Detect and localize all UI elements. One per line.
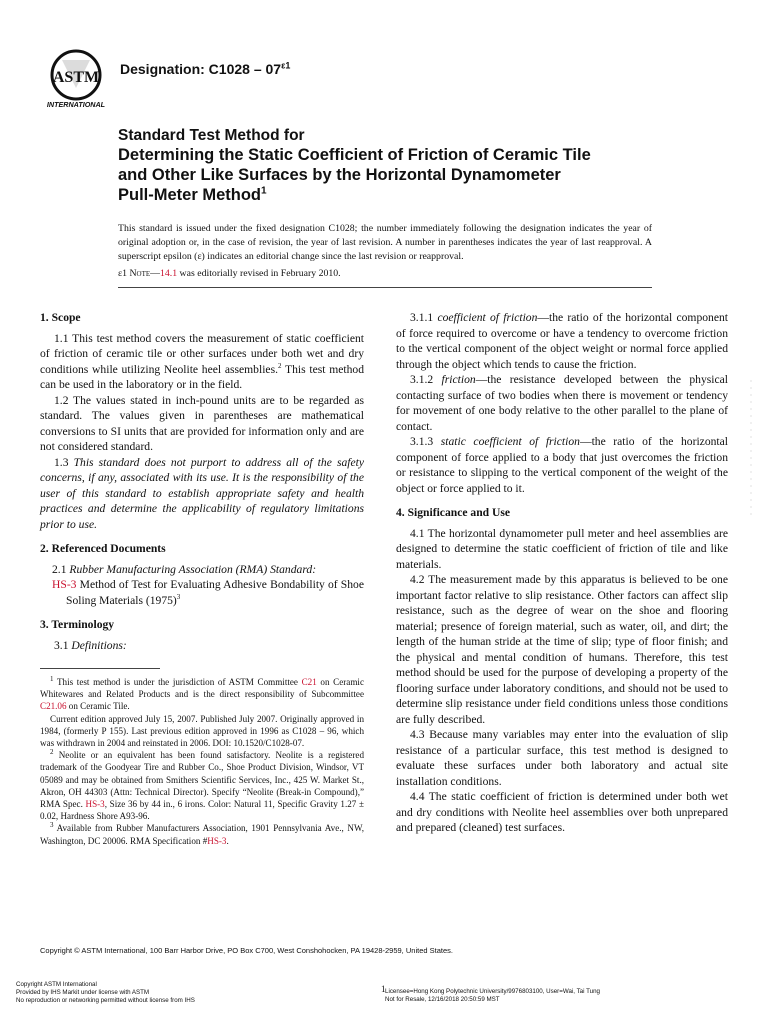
footnote-1-a: This test method is under the jurisdiction of ASTM Committee: [53, 677, 302, 687]
license-left-2: Provided by IHS Markit under license with ASTM: [16, 989, 150, 997]
copyright-line: Copyright © ASTM International, 100 Barr Harbor Drive, PO Box C700, West Conshohocken, PA 19428-2959, United States.: [40, 946, 453, 955]
right-column: [396, 310, 728, 836]
sig-4-3: 4.3 Because many variables may enter into the evaluation of slip resistance of a particular surface, this test method is designed to evaluate these surfaces under both laboratory and actual site installation conditions.: [396, 728, 728, 788]
sig-4-1: 4.1 The horizontal dynamometer pull meter and heel assemblies are designed to determine the static coefficient of friction of tile and like materials.: [396, 526, 728, 571]
license-right: [385, 988, 600, 1004]
term-3-1-3-num: 3.1.3: [410, 435, 441, 448]
scope-1-1-b: This test method can be used in the laboratory or in the field.: [40, 362, 364, 391]
license-left: [16, 981, 195, 1006]
note-link[interactable]: 14.1: [159, 268, 178, 279]
footnote-1-b: on Ceramic Whitewares and Related Products and is the direct responsibility of Subcommittee: [40, 677, 364, 700]
license-right-1: Licensee=Hong Kong Polytechnic University/9976803100, User=Wai, Tai Tung: [385, 988, 600, 995]
scope-1-3-text: This standard does not purport to address all of the safety concerns, if any, associated with its use. It is the responsibility of the user of this standard to establish appropriate safety and health practices and determine the applicability of regulatory limitations prior to use.: [40, 455, 364, 531]
footnote-3-b: .: [226, 835, 229, 846]
footnote-2-b: , Size 36 by 44 in., 6 irons. Color: Natural 11, Specific Gravity 1.27 ± 0.02, Hardness Shore A93-96.: [40, 799, 364, 822]
scope-1-3-num: 1.3: [54, 455, 74, 469]
footnote-1-c: on Ceramic Tile.: [66, 701, 130, 712]
ref-hs3-sup: 3: [176, 592, 181, 601]
term-3-1-1-text: —the ratio of the horizontal component of force required to overcome or have a tendency to overcome friction to the vertical component of the object weight or normal force applied through the object which tends to cause the friction.: [396, 311, 729, 371]
ref-2-1-num: 2.1: [52, 562, 70, 576]
title-line-1: Standard Test Method for: [118, 127, 305, 144]
editorial-note: [118, 268, 341, 279]
license-left-3: No reproduction or networking permitted without license from IHS: [16, 997, 195, 1005]
term-3-1-3-term: static coefficient of friction: [440, 435, 580, 448]
ref-hs3-link[interactable]: HS-3: [52, 578, 77, 591]
term-3-1-3-text: —the ratio of the horizontal component of force applied to a body that just overcomes the friction or resistance to slipping to the vertical component of the weight of the object or force applied to it.: [396, 435, 729, 495]
footnote-2: [40, 749, 364, 822]
scope-1-1: [40, 331, 364, 393]
scope-1-3: [40, 455, 364, 533]
page-number: 1: [381, 984, 386, 994]
designation: [120, 61, 290, 77]
ref-2-1-text: Rubber Manufacturing Association (RMA) Standard:: [69, 562, 317, 576]
term-3-1-text: Definitions:: [71, 638, 127, 652]
header-rule: [118, 287, 652, 288]
footnote-3-a: Available from Rubber Manufacturers Association, 1901 Pennsylvania Ave., NW, Washington, DC 20006. RMA Specification #: [40, 823, 364, 846]
note-rest: was editorially revised in February 2010.: [177, 268, 341, 279]
significance-heading: 4. Significance and Use: [396, 506, 511, 519]
title-line-4-text: Pull-Meter Method: [118, 186, 261, 204]
refs-heading: 2. Referenced Documents: [40, 542, 166, 555]
ref-2-1: [40, 562, 364, 578]
sig-4-2: 4.2 The measurement made by this apparatus is believed to be one important factor relative to slip resistance. Other factors can affect slip resistance, such as the degree of wear on the shoe and flooring material; presence of foreign material, such as water, oil, and dirt; the length of the human stride at the time of slip; type of floor finish; and the physical and mental condition of humans. Therefore, this test method should be used for the purpose of developing a property of the flooring surface under laboratory conditions, and should not be used to determine slip resistance under field conditions unless those conditions are fully described.: [396, 573, 728, 726]
scope-1-2: 1.2 The values stated in inch-pound units are to be regarded as standard. The values given in parentheses are mathematical conversions to SI units that are provided for information only and are not considered standard.: [40, 393, 364, 453]
footnote-rule: [40, 668, 160, 669]
title-line-3: and Other Like Surfaces by the Horizontal Dynamometer: [118, 166, 561, 184]
footnote-3-link[interactable]: HS-3: [207, 835, 227, 846]
title-sup: 1: [261, 185, 267, 197]
term-3-1-num: 3.1: [54, 638, 72, 652]
left-column: [40, 310, 364, 653]
license-right-2: Not for Resale, 12/16/2018 20:50:59 MST: [385, 996, 500, 1004]
title-line-2: Determining the Static Coefficient of Friction of Ceramic Tile: [118, 146, 591, 164]
footnote-2-sup: 2: [50, 748, 54, 757]
astm-logo: [40, 48, 112, 110]
note-eps: ε1: [118, 268, 128, 279]
logo-subtext: INTERNATIONAL: [46, 100, 106, 109]
ref-hs3-text: Method of Test for Evaluating Adhesive Bondability of Shoe Soling Materials (1975): [66, 578, 364, 607]
title-line-4: [118, 185, 718, 205]
sig-4-4: 4.4 The static coefficient of friction is determined under both wet and dry conditions with Neolite heel assemblies over both unprepared and prepared (cleaned) test surfaces.: [396, 790, 728, 834]
term-3-1-3: [396, 434, 728, 496]
license-left-1: Copyright ASTM International: [16, 981, 97, 988]
term-3-1-1-term: coefficient of friction: [437, 311, 538, 324]
terminology-heading: 3. Terminology: [40, 618, 115, 631]
term-3-1-2: [396, 372, 728, 434]
margin-watermark: [745, 380, 757, 520]
note-label: Note: [129, 268, 151, 279]
scope-1-1-a: 1.1 This test method covers the measurement of static coefficient of friction of ceramic tile or other surfaces under both wet and dry conditions while utilizing Neolite heel assemblies.: [40, 331, 364, 376]
footnote-1: [40, 676, 364, 713]
term-3-1-2-num: 3.1.2: [410, 373, 442, 386]
ref-hs3: [40, 577, 364, 608]
footnote-2-link[interactable]: HS-3: [85, 799, 105, 810]
note-dash: —: [150, 268, 160, 279]
footnote-1-sup: 1: [50, 674, 54, 683]
term-3-1-1: [396, 310, 728, 372]
footnote-1-edition: Current edition approved July 15, 2007. Published July 2007. Originally approved in 1984, (formerly P 155). Last previous edition approved in 1996 as C1028 – 96, which was withdrawn in 2004 and reinstated in 2006. DOI: 10.1520/C1028-07.: [40, 713, 364, 749]
footnote-3: [40, 822, 364, 846]
term-3-1-1-num: 3.1.1: [410, 311, 438, 324]
scope-1-1-sup: 2: [277, 361, 282, 370]
intro-paragraph: This standard is issued under the fixed designation C1028; the number immediately following the designation indicates the year of original adoption or, in the case of revision, the year of last revision. A number in parentheses indicates the year of last reapproval. A superscript epsilon (ε) indicates an editorial change since the last revision or reapproval.: [118, 223, 652, 262]
scope-heading: 1. Scope: [40, 311, 81, 324]
term-3-1-2-term: friction: [441, 373, 476, 386]
footnote-3-sup: 3: [50, 821, 54, 830]
footnote-link-c21[interactable]: C21: [301, 677, 317, 687]
document-title: [118, 126, 718, 205]
footnote-link-c2106[interactable]: C21.06: [40, 701, 67, 712]
term-3-1-2-text: —the resistance developed between the physical contacting surface of two bodies when there is movement or tendency for movement of one body relative to the other parallel to the plane of contact.: [396, 373, 728, 433]
footnote-2-a: Neolite or an equivalent has been found satisfactory. Neolite is a registered trademark of the Goodyear Tire and Rubber Co., Shoe Product Division, Windsor, VT 05089 and may be obtained from Smithers Scientific Services, Inc., 425 W. Market St., Akron, OH 44303 (Attn: Technical Director). Specify “Neolite (Break-in Compound),” RMA Spec.: [40, 750, 364, 810]
term-3-1: [40, 638, 364, 654]
footnotes: [40, 676, 364, 847]
logo-text: ASTM: [52, 69, 100, 86]
designation-text: Designation: C1028 – 07: [120, 61, 282, 77]
designation-sup: ε1: [281, 60, 291, 71]
